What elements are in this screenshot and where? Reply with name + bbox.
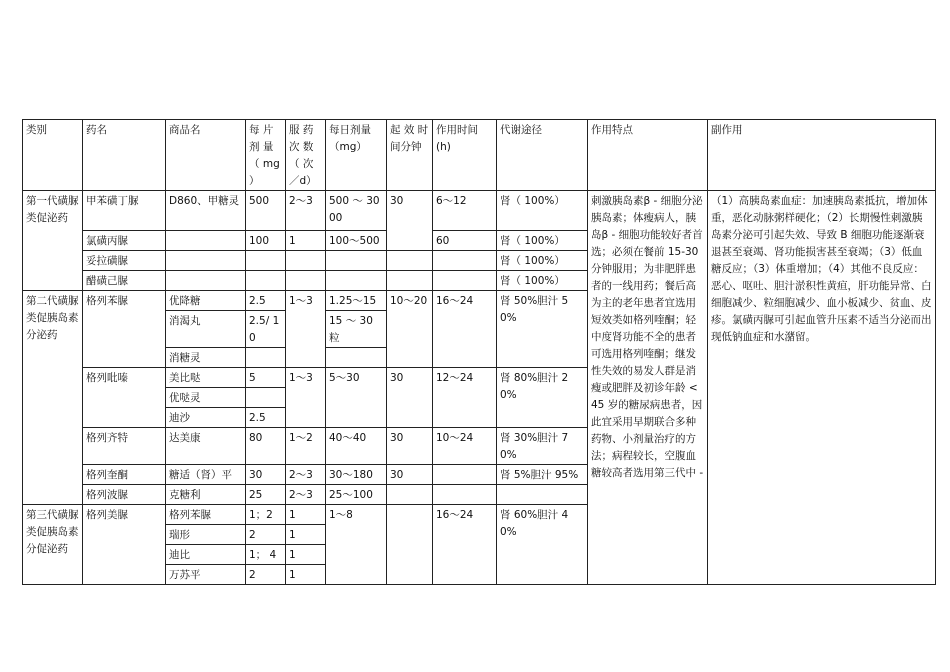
metabolism-cell: 肾 60%胆汁 40%: [497, 505, 588, 585]
freq-cell: 1～3: [286, 368, 326, 428]
header-onset: 起 效 时 间分钟: [387, 120, 433, 191]
drug-cell: 格列苯脲: [83, 291, 166, 368]
onset-cell: [387, 485, 433, 505]
metabolism-cell: 肾 80%胆汁 20%: [497, 368, 588, 428]
dose-cell: 2: [246, 525, 286, 545]
features-cell: 刺激胰岛素β - 细胞分泌胰岛素；体瘦病人，胰岛β - 细胞功能较好者首选；必须在餐前 15-30 分钟服用；为非肥胖患者的一线用药；餐后高为主的老年患者宜选用短效类如格列喹酮；轻中度肾功能不全的患者可选用格列喹酮；继发性失效的易发人群是消瘦或肥胖及初诊年龄 <45 岁的糖尿病患者，因此宜采用早期联合多种药物、小剂量治疗的方法；病程较长，空腹血糖较高者选用第三代中 -: [588, 191, 708, 585]
brand-cell: 消渴丸: [166, 311, 246, 348]
onset-cell: [387, 505, 433, 585]
header-duration: 作用时间 (h): [433, 120, 497, 191]
onset-cell: 30: [387, 191, 433, 251]
onset-cell: 30: [387, 465, 433, 485]
header-features: 作用特点: [588, 120, 708, 191]
daily-cell: 100～500: [326, 231, 387, 251]
brand-cell: [166, 251, 246, 271]
brand-cell: 迪沙: [166, 408, 246, 428]
header-dose: 每 片 剂 量 （ mg ）: [246, 120, 286, 191]
duration-cell: 10～24: [433, 428, 497, 465]
metabolism-cell: [497, 485, 588, 505]
drug-cell: 格列波脲: [83, 485, 166, 505]
metabolism-cell: 肾（ 100%）: [497, 271, 588, 291]
freq-cell: 1: [286, 565, 326, 585]
dose-cell: [246, 251, 286, 271]
dose-cell: 500: [246, 191, 286, 231]
dose-cell: [246, 348, 286, 368]
duration-cell: 6～12: [433, 191, 497, 231]
dose-cell: 2: [246, 565, 286, 585]
brand-cell: 万苏平: [166, 565, 246, 585]
onset-cell: 10～20: [387, 291, 433, 368]
brand-cell: 达美康: [166, 428, 246, 465]
dose-cell: 2.5: [246, 291, 286, 311]
header-category: 类别: [23, 120, 83, 191]
dose-cell: 30: [246, 465, 286, 485]
daily-cell: 5～30: [326, 368, 387, 428]
dose-cell: [246, 271, 286, 291]
daily-cell: [326, 251, 387, 271]
freq-cell: 2～3: [286, 191, 326, 231]
duration-cell: 16～24: [433, 505, 497, 585]
brand-cell: 格列苯脲: [166, 505, 246, 525]
onset-cell: [387, 271, 433, 291]
duration-cell: 16～24: [433, 291, 497, 368]
drug-cell: 格列齐特: [83, 428, 166, 465]
daily-cell: 500 ～ 3000: [326, 191, 387, 231]
brand-cell: [166, 231, 246, 251]
dose-cell: 80: [246, 428, 286, 465]
daily-cell: 1～8: [326, 505, 387, 585]
metabolism-cell: 肾 5%胆汁 95%: [497, 465, 588, 485]
drug-table: [22, 119, 936, 585]
onset-cell: 30: [387, 368, 433, 428]
freq-cell: 1～3: [286, 291, 326, 368]
daily-cell: 1.25～15: [326, 291, 387, 311]
header-daily-dose: 每日剂量 （mg）: [326, 120, 387, 191]
daily-cell: [326, 348, 387, 368]
drug-cell: 妥拉磺脲: [83, 251, 166, 271]
drug-cell: 格列吡嗪: [83, 368, 166, 428]
header-brand: 商品名: [166, 120, 246, 191]
freq-cell: 2～3: [286, 485, 326, 505]
dose-cell: 2.5/ 10: [246, 311, 286, 348]
drug-cell: 甲苯磺丁脲: [83, 191, 166, 231]
table-row: [23, 191, 936, 231]
drug-cell: 格列奎酮: [83, 465, 166, 485]
duration-cell: [433, 271, 497, 291]
side-effects-cell: （1）高胰岛素血症：加速胰岛素抵抗，增加体重，恶化动脉粥样硬化；（2）长期慢性刺激胰岛素分泌可引起失效、导致 B 细胞功能逐渐衰退甚至衰竭、肾功能损害甚至衰竭；（3）低血糖反应；（3）体重增加；（4）其他不良反应：恶心、呕吐、胆汁淤积性黄疸，肝功能异常、白细胞减少、粒细胞减少、血小板减少、贫血、皮疹。氯磺丙脲可引起血管升压素不适当分泌而出现低钠血症和水潴留。: [708, 191, 936, 585]
onset-cell: 30: [387, 428, 433, 465]
dose-cell: 2.5: [246, 408, 286, 428]
freq-cell: 1: [286, 505, 326, 525]
daily-cell: [326, 271, 387, 291]
category-cell: 第三代磺脲类促胰岛素分促泌药: [23, 505, 83, 585]
duration-cell: 60: [433, 231, 497, 251]
metabolism-cell: 肾（ 100%）: [497, 191, 588, 231]
category-cell: 第一代磺脲类促泌药: [23, 191, 83, 291]
brand-cell: 迪比: [166, 545, 246, 565]
metabolism-cell: 肾 50%胆汁 50%: [497, 291, 588, 368]
brand-cell: 美比哒: [166, 368, 246, 388]
metabolism-cell: 肾（ 100%）: [497, 251, 588, 271]
brand-cell: 优哒灵: [166, 388, 246, 408]
header-drug: 药名: [83, 120, 166, 191]
dose-cell: 1；2: [246, 505, 286, 525]
brand-cell: 克糖利: [166, 485, 246, 505]
metabolism-cell: 肾（ 100%）: [497, 231, 588, 251]
onset-cell: [387, 251, 433, 271]
metabolism-cell: 肾 30%胆汁 70%: [497, 428, 588, 465]
duration-cell: [433, 251, 497, 271]
duration-cell: [433, 485, 497, 505]
header-row: [23, 120, 936, 191]
brand-cell: 优降糖: [166, 291, 246, 311]
duration-cell: 12～24: [433, 368, 497, 428]
dose-cell: 1； 4: [246, 545, 286, 565]
header-metabolism: 代谢途径: [497, 120, 588, 191]
dose-cell: 25: [246, 485, 286, 505]
freq-cell: 2～3: [286, 465, 326, 485]
daily-cell: 15 ～ 30 粒: [326, 311, 387, 348]
brand-cell: 消糖灵: [166, 348, 246, 368]
drug-cell: 格列美脲: [83, 505, 166, 585]
brand-cell: [166, 271, 246, 291]
freq-cell: [286, 271, 326, 291]
duration-cell: [433, 465, 497, 485]
daily-cell: 30～180: [326, 465, 387, 485]
drug-cell: 醋磺己脲: [83, 271, 166, 291]
drug-cell: 氯磺丙脲: [83, 231, 166, 251]
header-frequency: 服 药 次 数 （ 次 ／d）: [286, 120, 326, 191]
category-cell: 第二代磺脲类促胰岛素分泌药: [23, 291, 83, 505]
daily-cell: 25～100: [326, 485, 387, 505]
brand-cell: 瑞形: [166, 525, 246, 545]
freq-cell: [286, 251, 326, 271]
header-side-effects: 副作用: [708, 120, 936, 191]
daily-cell: 40～40: [326, 428, 387, 465]
brand-cell: 糖适（肾）平: [166, 465, 246, 485]
dose-cell: [246, 388, 286, 408]
freq-cell: 1: [286, 231, 326, 251]
freq-cell: 1: [286, 525, 326, 545]
dose-cell: 100: [246, 231, 286, 251]
freq-cell: 1: [286, 545, 326, 565]
brand-cell: D860、甲糖灵: [166, 191, 246, 231]
dose-cell: 5: [246, 368, 286, 388]
freq-cell: 1～2: [286, 428, 326, 465]
